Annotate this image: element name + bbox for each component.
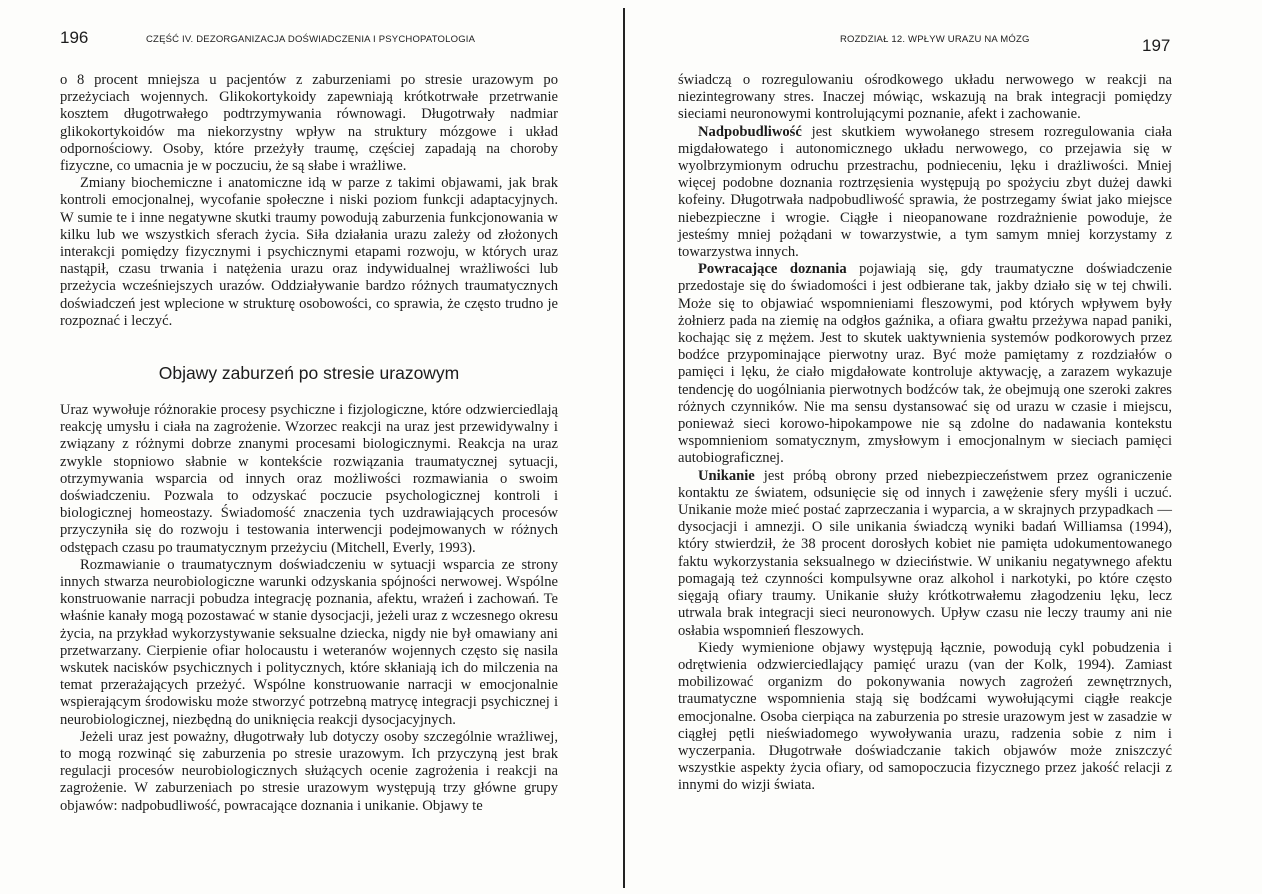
body-text [678, 72, 1172, 795]
paragraph: Unikanie jest próbą obrony przed niebezpieczeństwem przez ograniczenie kontaktu ze światem, odsunięcie się od innych i zawężenie sfery myśli i uczuć. Unikanie może mieć postać zaprzeczania i wyparcia, a w skrajnych przypadkach — dysocjacji i amnezji. O sile unikania świadczą wyniki badań Williamsa (1994), który stwierdził, że 38 procent dorosłych kobiet nie pamięta udokumentowanego faktu wykorzystania seksualnego w dzieciństwie. W unikaniu negatywnego afektu pomagają też czynności kompulsywne oraz alkohol i narkotyki, po które często sięgają ofiary traumy. Unikanie służy krótkotrwałemu złagodzeniu lęku, lecz utrwala brak integracji sieci neuronowych. Upływ czasu nie leczy traumy ani nie osłabia wspomnień fleszowych. [678, 467, 1172, 639]
page-number: 196 [60, 28, 89, 47]
paragraph: o 8 procent mniejsza u pacjentów z zaburzeniami po stresie urazowym po przeżyciach wojennych. Glikokortykoidy zapewniają krótkotrwałe przetrwanie kosztem długotrwałego podtrzymywania równowagi. Długotrwały nadmiar glikokortykoidów ma niekorzystny wpływ na struktury mózgowe i układ odpornościowy. Osoby, które przeżyły traumę, częściej zapadają na choroby fizyczne, co umacnia je w poczuciu, że są słabe i wrażliwe. [60, 72, 558, 175]
paragraph: Zmiany biochemiczne i anatomiczne idą w parze z takimi objawami, jak brak kontroli emocjonalnej, wycofanie społeczne i niski poziom funkcji adaptacyjnych. W sumie te i inne negatywne skutki traumy powodują zaburzenia funkcjonowania w kilku lub we wszystkich sferach życia. Siła działania urazu zależy od złożonych interakcji pomiędzy fizycznymi i psychicznymi etapami rozwoju, w których uraz nastąpił, czasu trwania i natężenia urazu oraz indywidualnej wrażliwości lub przeżycia wcześniejszych urazów. Oddziaływanie bardzo różnych traumatycznych doświadczeń jest wplecione w strukturę osobowości, co sprawia, że często trudno je rozpoznać i leczyć. [60, 175, 558, 329]
paragraph: Kiedy wymienione objawy występują łącznie, powodują cykl pobudzenia i odrętwienia odzwierciedlający pamięć urazu (van der Kolk, 1994). Zamiast mobilizować organizm do pokonywania nowych zagrożeń zewnętrznych, traumatyczne wspomnienia stają się bodźcami wywołującymi ciągłe reakcje emocjonalne. Osoba cierpiąca na zaburzenia po stresie urazowym jest w zasadzie w ciągłej pętli nieświadomego wywoływania urazu, radzenia sobie z nim i wyczerpania. Długotrwałe doświadczanie takich objawów może zniszczyć wszystkie aspekty życia ofiary, od samopoczucia fizycznego przez jakość relacji z innymi do wizji świata. [678, 639, 1172, 794]
term-bold: Nadpobudliwość [698, 123, 802, 140]
running-head: CZĘŚĆ IV. DEZORGANIZACJA DOŚWIADCZENIA I PSYCHOPATOLOGIA [146, 34, 476, 45]
paragraph: Jeżeli uraz jest poważny, długotrwały lub dotyczy osoby szczególnie wrażliwej, to mogą rozwinąć się zaburzenia po stresie urazowym. Ich przyczyną jest brak regulacji procesów neurobiologicznych służących ocenie zagrożenia i reakcji na zagrożenie. W zaburzeniach po stresie urazowym występują trzy główne grupy objawów: nadpobudliwość, powracające doznania i unikanie. Objawy te [60, 728, 558, 814]
paragraph: Nadpobudliwość jest skutkiem wywołanego stresem rozregulowania ciała migdałowatego i autonomicznego układu nerwowego, co przejawia się w wyolbrzymionym odruchu przestrachu, podnieceniu, lęku i drażliwości. Mniej więcej podobne doznania roztrzęsienia występują po spożyciu zbyt dużej dawki kofeiny. Długotrwała nadpobudliwość sprawia, że postrzegamy świat jako miejsce niebezpieczne i wrogie. Ciągłe i nieopanowane rozdrażnienie powoduje, że jesteśmy mniej pożądani w towarzystwie, a tym samym mniej korzystamy z towarzystwa innych. [678, 123, 1172, 261]
paragraph: świadczą o rozregulowaniu ośrodkowego układu nerwowego w reakcji na niezintegrowany stres. Inaczej mówiąc, wskazują na brak integracji pomiędzy sieciami neuronowymi kontrolującymi poznanie, afekt i zachowanie. [678, 72, 1172, 123]
running-head: ROZDZIAŁ 12. WPŁYW URAZU NA MÓZG [840, 34, 1030, 45]
section-title: Objawy zaburzeń po stresie urazowym [158, 363, 460, 383]
body-text-bottom [60, 402, 558, 815]
term-bold: Unikanie [698, 467, 755, 484]
right-page [630, 0, 1262, 894]
paragraph: Powracające doznania pojawiają się, gdy traumatyczne doświadczenie przedostaje się do świadomości i jest odbierane tak, jakby działo się w tej chwili. Może się to objawiać wspomnieniami fleszowymi, pod których wpływem były żołnierz pada na ziemię na odgłos gaźnika, a ofiara gwałtu przeżywa napad paniki, kochając się z mężem. Jest to skutek uaktywnienia systemów podkorowych przez bodźce przypominające pierwotny uraz. Być może pamiętamy z rozdziałów o pamięci i lęku, że ciało migdałowate kontroluje aktywację, a zarazem wykazuje tendencję do uogólniania pierwotnych bodźców tak, że obejmują one szeroki zakres różnych czynników. Nie ma sensu dystansować się od urazu w czasie i miejscu, ponieważ sieci korowo-hipokampowe nie są zdolne do nadawania kontekstu wspomnieniom somatycznym, zmysłowym i emocjonalnym w sieciach pamięci autobiograficznej. [678, 261, 1172, 467]
paragraph: Uraz wywołuje różnorakie procesy psychiczne i fizjologiczne, które odzwierciedlają reakcję umysłu i ciała na zagrożenie. Wzorzec reakcji na uraz jest przewidywalny i związany z różnymi dobrze znanymi procesami biologicznymi. Reakcja na uraz zwykle stopniowo słabnie w kontekście rozwiązania traumatycznej sytuacji, otrzymywania wsparcia od innych oraz możliwości rozmawiania o swoim doświadczeniu. Pozwala to odzyskać poczucie psychologicznej kontroli i biologicznej homeostazy. Świadomość znaczenia tych uzdrawiających procesów przyczyniła się do rozwoju i testowania interwencji podejmowanych w różnych odstępach czasu po traumatycznym przeżyciu (Mitchell, Everly, 1993). [60, 402, 558, 556]
left-page [0, 0, 618, 894]
page-number: 197 [1142, 36, 1171, 55]
book-spine [623, 8, 625, 888]
paragraph: Rozmawianie o traumatycznym doświadczeniu w sytuacji wsparcia ze strony innych stwarza neurobiologiczne warunki odzyskania spójności nerwowej. Wspólne konstruowanie narracji pobudza integrację poznania, afektu, wrażeń i zachowań. Te właśnie kanały mogą pozostawać w stanie dysocjacji, jeżeli uraz z wczesnego okresu życia, na przykład wykorzystywanie seksualne dziecka, nigdy nie był omawiany ani przetwarzany. Cierpienie ofiar holocaustu i weteranów wojennych często się nasila wskutek nacisków psychicznych i politycznych, które skłaniają ich do milczenia na temat przerażających przeżyć. Wspólne konstruowanie narracji w emocjonalnie wspierającym środowisku może stworzyć potrzebną matrycę integracji psychicznej i neurobiologicznej, niezbędną do uniknięcia reakcji dysocjacyjnych. [60, 556, 558, 728]
body-text-top [60, 72, 558, 330]
term-bold: Powracające doznania [698, 261, 847, 278]
